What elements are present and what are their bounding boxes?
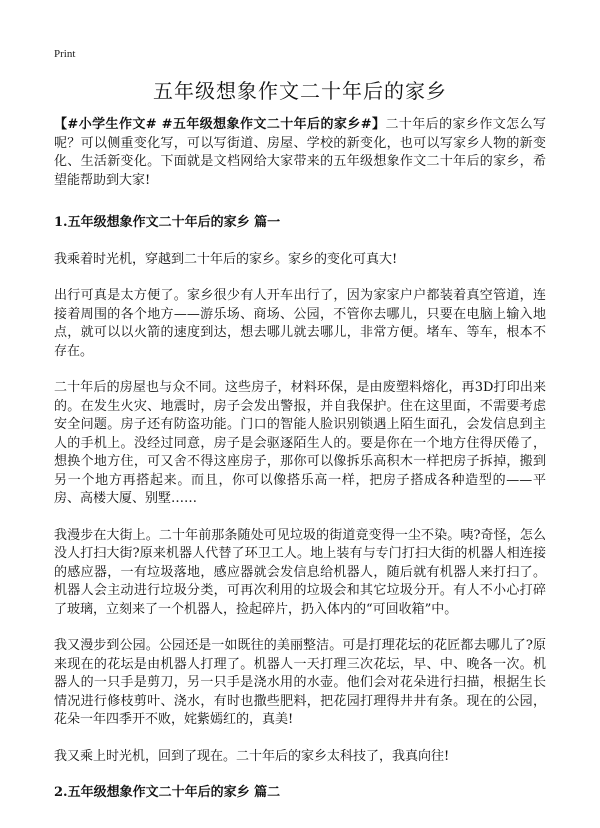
article-body <box>54 116 546 821</box>
paragraph-1: 我乘着时光机，穿越到二十年后的家乡。家乡的变化可真大! <box>54 251 398 267</box>
section-heading-1: 1.五年级想象作文二十年后的家乡 篇一 <box>54 215 281 230</box>
intro-paragraph <box>54 116 546 190</box>
paragraph-2: 出行可真是太方便了。家乡很少有人开车出行了，因为家家户户都装着真空管道，连接着周围的各个地方——游乐场、商场、公园，不管你去哪儿，只要在电脑上输入地点，就可以以火箭的速度到达，想去哪儿就去哪儿，非常方便。堵车、等车，根本不存在。 <box>54 288 546 359</box>
intro-tags: 【#小学生作文# #五年级想象作文二十年后的家乡#】 <box>54 117 386 132</box>
paragraph-5: 我又漫步到公园。公园还是一如既往的美丽整洁。可是打理花坛的花匠都去哪儿了?原来现在的花坛是由机器人打理了。机器人一天打理三次花坛，早、中、晚各一次。机器人的一只手是剪刀，另一只手是浇水用的水壶。他们会对花朵进行扫描，根据生长情况进行修枝剪叶、浇水，有时也撒些肥料，把花园打理得井井有条。现在的公园，花朵一年四季开不败，姹紫嫣红的，真美! <box>54 638 546 727</box>
paragraph-4: 我漫步在大街上。二十年前那条随处可见垃圾的街道竟变得一尘不染。咦?奇怪，怎么没人打扫大街?原来机器人代替了环卫工人。地上装有与专门打扫大街的机器人相连接的感应器，一有垃圾落地，感应器就会发信息给机器人，随后就有机器人来打扫了。机器人会主动进行垃圾分类，可再次利用的垃圾会和其它垃圾分开。有人不小心打碎了玻璃，立刻来了一个机器人，捡起碎片，扔入体内的“可回收箱”中。 <box>54 527 546 617</box>
section-heading-2: 2.五年级想象作文二十年后的家乡 篇二 <box>54 785 281 800</box>
page-title: 五年级想象作文二十年后的家乡 <box>153 79 447 103</box>
paragraph-3: 二十年后的房屋也与众不同。这些房子，材料环保，是由废塑料熔化，再3D打印出来的。在发生火灾、地震时，房子会发出警报，并自我保护。住在这里面，不需要考虑安全问题。房子还有防盗功能。门口的智能人脸识别锁遇上陌生面孔，会发信息到主人的手机上。没经过同意，房子是会驱逐陌生人的。要是你在一个地方住得厌倦了，想换个地方住，可又舍不得这座房子，那你可以像拆乐高积木一样把房子拆掉，搬到另一个地方再搭起来。而且，你可以像搭乐高一样，把房子搭成各种造型的——平房、高楼大厦、别墅…… <box>54 380 546 506</box>
print-label: Print <box>54 48 76 60</box>
intro-text: 二十年后的家乡作文怎么写呢？可以侧重变化写，可以写街道、房屋、学校的新变化，也可以写家乡人物的新变化、生活新变化。下面就是文档网给大家带来的五年级想象作文二十年后的家乡，希望能帮助到大家! <box>54 117 546 188</box>
paragraph-6: 我又乘上时光机，回到了现在。二十年后的家乡太科技了，我真向往! <box>54 748 450 764</box>
